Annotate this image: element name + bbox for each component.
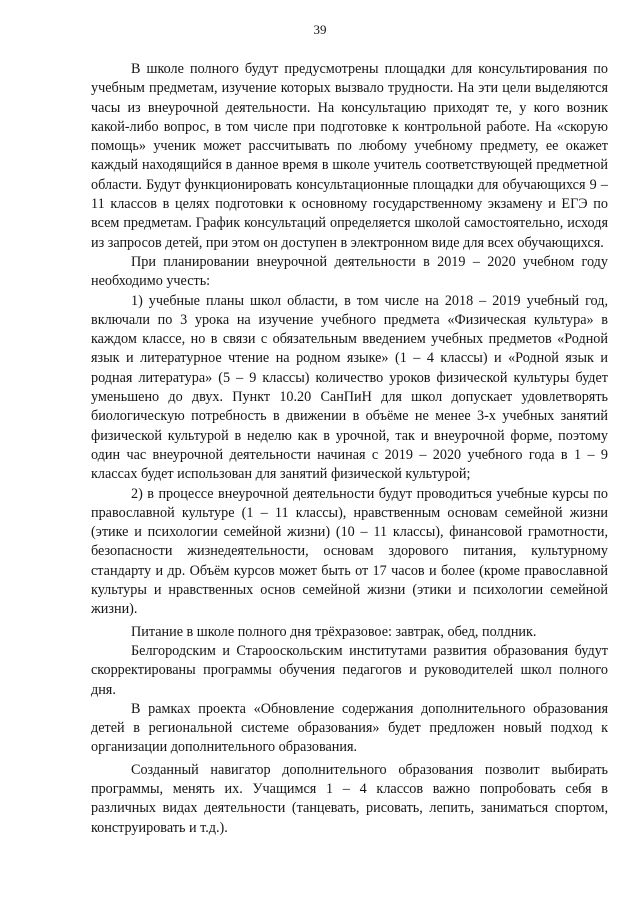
list-item-physical-education: 1) учебные планы школ области, в том числе на 2018 – 2019 учебный год, включали по 3 урока на изучение учебного предмета «Физическая культура» в каждом классе, но в связи с обязательным введением учебных предметов «Родной язык и литературное чтение на родном языке» (1 – 4 классы) и «Родной язык и родная литература» (5 – 9 классы) количество уроков физической культуры будет уменьшено до двух. Пункт 10.20 СанПиН для школ допускает удовлетворять биологическую потребность в движении в объёме не менее 3-х учебных занятий физической культурой в неделю как в урочной, так и внеурочной форме, поэтому один час внеурочной деятельности начиная с 2019 – 2020 учебного года в 1 – 9 классах будет использован для занятий физической культурой; [91, 292, 608, 483]
paragraph-project: В рамках проекта «Обновление содержания дополнительного образования детей в региональной системе образования» будет предложен новый подход к организации дополнительного образования. [91, 700, 608, 756]
page-number: 39 [313, 22, 327, 37]
paragraph-planning-intro: При планировании внеурочной деятельности в 2019 – 2020 учебном году необходимо учесть: [91, 253, 608, 290]
paragraph-teacher-training: Белгородским и Старооскольским институтами развития образования будут скорректированы программы обучения педагогов и руководителей школ полного дня. [91, 642, 608, 698]
paragraph-navigator: Созданный навигатор дополнительного образования позволит выбирать программы, менять их. Учащимся 1 – 4 классов важно попробовать себя в различных видах деятельности (танцевать, рисовать, лепить, заниматься спортом, конструировать и т.д.). [91, 761, 608, 836]
document-body [91, 60, 608, 838]
paragraph-meals: Питание в школе полного дня трёхразовое: завтрак, обед, полдник. [131, 623, 537, 640]
paragraph-consultation-platforms: В школе полного будут предусмотрены площадки для консультирования по учебным предметам, изучение которых вызвало трудности. На эти цели выделяются часы из внеурочной деятельности. На консультацию приходят те, у кого возник какой-либо вопрос, в том числе при подготовке к контрольной работе. На «скорую помощь» ученик может рассчитывать по любому учебному предмету, ее окажет каждый находящийся в данное время в школе учитель соответствующей предметной области. Будут функционировать консультационные площадки для обучающихся 9 – 11 классов в целях подготовки к основному государственному экзамену и ЕГЭ по всем предметам. График консультаций определяется школой самостоятельно, исходя из запросов детей, при этом он доступен в электронном виде для всех обучающихся. [91, 61, 608, 251]
list-item-courses: 2) в процессе внеурочной деятельности будут проводиться учебные курсы по православной культуре (1 – 11 классы), нравственным основам семейной жизни (этике и психологии семейной жизни) (10 – 11 классы), финансовой грамотности, безопасности жизнедеятельности, основам здорового питания, культурному стандарту и др. Объём курсов может быть от 17 часов и более (кроме православной культуры и нравственных основ семейной жизни (этики и психологии семейной жизни). [91, 485, 608, 618]
